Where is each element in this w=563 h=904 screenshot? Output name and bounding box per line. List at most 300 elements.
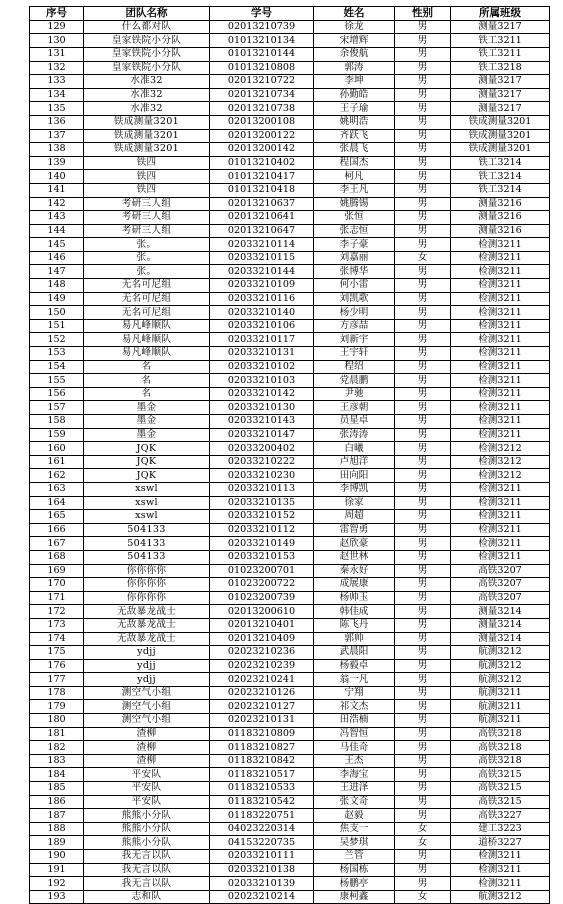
team-name-cell: 504133	[84, 523, 210, 537]
table-row	[30, 88, 550, 102]
class-name-cell: 检测3211	[451, 333, 550, 347]
table-row	[30, 632, 550, 646]
class-name-cell: 检测3211	[451, 279, 550, 293]
student-id-cell: 01013210144	[210, 47, 314, 61]
team-name-cell: 什么都对队	[84, 20, 210, 34]
row-number-cell: 151	[30, 319, 84, 333]
gender-cell: 男	[395, 632, 451, 646]
student-id-cell: 02033200402	[210, 442, 314, 456]
table-row	[30, 523, 550, 537]
student-id-cell: 02033210140	[210, 306, 314, 320]
student-id-cell: 02013210647	[210, 224, 314, 238]
team-name-cell: 水准32	[84, 75, 210, 89]
row-number-cell: 149	[30, 292, 84, 306]
row-number-cell: 129	[30, 20, 84, 34]
row-number-cell: 167	[30, 537, 84, 551]
class-name-cell: 铁成测量3201	[451, 143, 550, 157]
row-number-cell: 141	[30, 183, 84, 197]
team-name-cell: JQK	[84, 442, 210, 456]
team-name-cell: 熊熊小分队	[84, 822, 210, 836]
class-name-cell: 检测3211	[451, 415, 550, 429]
student-name-cell: 姚明浩	[314, 115, 395, 129]
student-id-cell: 02033210113	[210, 482, 314, 496]
class-name-cell: 检测3211	[451, 265, 550, 279]
team-name-cell: 墨金	[84, 415, 210, 429]
row-number-cell: 143	[30, 211, 84, 225]
table-row	[30, 20, 550, 34]
student-id-cell: 02033210152	[210, 510, 314, 524]
gender-cell: 男	[395, 88, 451, 102]
row-number-cell: 162	[30, 469, 84, 483]
gender-cell: 男	[395, 863, 451, 877]
row-number-cell: 173	[30, 618, 84, 632]
row-number-cell: 139	[30, 156, 84, 170]
table-row	[30, 115, 550, 129]
gender-cell: 男	[395, 550, 451, 564]
gender-cell: 男	[395, 183, 451, 197]
row-number-cell: 170	[30, 578, 84, 592]
student-name-cell: 李子豪	[314, 238, 395, 252]
row-number-cell: 158	[30, 415, 84, 429]
row-number-cell: 179	[30, 700, 84, 714]
team-name-cell: 铁成测量3201	[84, 115, 210, 129]
student-id-cell: 02033210143	[210, 415, 314, 429]
row-number-cell: 186	[30, 795, 84, 809]
table-row	[30, 265, 550, 279]
student-id-cell: 02033210131	[210, 347, 314, 361]
header-student-id: 学号	[210, 7, 314, 21]
student-id-cell: 02033210139	[210, 877, 314, 891]
class-name-cell: 检测3212	[451, 469, 550, 483]
student-id-cell: 02033210230	[210, 469, 314, 483]
table-row	[30, 673, 550, 687]
gender-cell: 男	[395, 292, 451, 306]
gender-cell: 男	[395, 700, 451, 714]
student-id-cell: 04153220735	[210, 836, 314, 850]
class-name-cell: 检测3211	[451, 550, 550, 564]
team-name-cell: 测空气小组	[84, 686, 210, 700]
gender-cell: 男	[395, 333, 451, 347]
row-number-cell: 134	[30, 88, 84, 102]
table-row	[30, 605, 550, 619]
team-name-cell: 无敌暴龙战士	[84, 632, 210, 646]
gender-cell: 男	[395, 455, 451, 469]
gender-cell: 男	[395, 537, 451, 551]
class-name-cell: 航测3211	[451, 700, 550, 714]
class-name-cell: 检测3211	[451, 877, 550, 891]
row-number-cell: 165	[30, 510, 84, 524]
student-name-cell: 白曦	[314, 442, 395, 456]
student-name-cell: 尹驰	[314, 387, 395, 401]
table-row	[30, 496, 550, 510]
class-name-cell: 检测3211	[451, 306, 550, 320]
team-name-cell: ydjj	[84, 659, 210, 673]
table-row	[30, 374, 550, 388]
student-id-cell: 02033210144	[210, 265, 314, 279]
team-name-cell: 我无言以队	[84, 863, 210, 877]
gender-cell: 男	[395, 75, 451, 89]
gender-cell: 男	[395, 115, 451, 129]
row-number-cell: 190	[30, 850, 84, 864]
student-name-cell: 兰管	[314, 850, 395, 864]
table-row	[30, 591, 550, 605]
table-row	[30, 75, 550, 89]
team-name-cell: xswl	[84, 496, 210, 510]
gender-cell: 男	[395, 877, 451, 891]
table-row	[30, 809, 550, 823]
row-number-cell: 182	[30, 741, 84, 755]
gender-cell: 男	[395, 47, 451, 61]
student-name-cell: 张恒	[314, 211, 395, 225]
class-name-cell: 测量3216	[451, 224, 550, 238]
student-name-cell: 马佳奇	[314, 741, 395, 755]
student-name-cell: 吴梦琪	[314, 836, 395, 850]
table-row	[30, 251, 550, 265]
gender-cell: 男	[395, 401, 451, 415]
team-name-cell: 皇家铁院小分队	[84, 47, 210, 61]
table-row	[30, 795, 550, 809]
student-id-cell: 01183210517	[210, 768, 314, 782]
student-name-cell: 张涛涛	[314, 428, 395, 442]
row-number-cell: 172	[30, 605, 84, 619]
class-name-cell: 高铁3215	[451, 768, 550, 782]
class-name-cell: 道桥3227	[451, 836, 550, 850]
student-id-cell: 02033210138	[210, 863, 314, 877]
class-name-cell: 检测3211	[451, 319, 550, 333]
header-name: 姓名	[314, 7, 395, 21]
student-name-cell: 卢旭洋	[314, 455, 395, 469]
table-row	[30, 156, 550, 170]
gender-cell: 男	[395, 34, 451, 48]
student-id-cell: 02033210106	[210, 319, 314, 333]
student-id-cell: 02033210130	[210, 401, 314, 415]
student-name-cell: 李王凡	[314, 183, 395, 197]
row-number-cell: 161	[30, 455, 84, 469]
student-id-cell: 02023210241	[210, 673, 314, 687]
student-id-cell: 02023210127	[210, 700, 314, 714]
student-name-cell: 赵世林	[314, 550, 395, 564]
student-name-cell: 宁翔	[314, 686, 395, 700]
class-name-cell: 高铁3207	[451, 578, 550, 592]
student-name-cell: 张博华	[314, 265, 395, 279]
gender-cell: 男	[395, 20, 451, 34]
row-number-cell: 189	[30, 836, 84, 850]
row-number-cell: 132	[30, 61, 84, 75]
class-name-cell: 检测3211	[451, 863, 550, 877]
team-name-cell: 张。	[84, 238, 210, 252]
team-name-cell: 504133	[84, 537, 210, 551]
row-number-cell: 138	[30, 143, 84, 157]
student-name-cell: 姚腾锡	[314, 197, 395, 211]
team-name-cell: 易凡峰顺队	[84, 347, 210, 361]
class-name-cell: 测量3214	[451, 632, 550, 646]
table-row	[30, 442, 550, 456]
roster-sheet	[29, 6, 549, 904]
table-row	[30, 401, 550, 415]
student-name-cell: 杨鹏亭	[314, 877, 395, 891]
gender-cell: 男	[395, 238, 451, 252]
gender-cell: 男	[395, 591, 451, 605]
team-name-cell: 考研三人组	[84, 224, 210, 238]
team-name-cell: JQK	[84, 455, 210, 469]
gender-cell: 男	[395, 197, 451, 211]
row-number-cell: 145	[30, 238, 84, 252]
student-name-cell: 徐家	[314, 496, 395, 510]
student-name-cell: 赵毅	[314, 809, 395, 823]
table-row	[30, 550, 550, 564]
team-name-cell: 铁成测量3201	[84, 143, 210, 157]
class-name-cell: 检测3211	[451, 496, 550, 510]
student-name-cell: 员星卓	[314, 415, 395, 429]
student-name-cell: 孙勤皓	[314, 88, 395, 102]
gender-cell: 男	[395, 129, 451, 143]
team-name-cell: 无名可尼组	[84, 292, 210, 306]
class-name-cell: 铁工3211	[451, 47, 550, 61]
student-name-cell: 陈飞丹	[314, 618, 395, 632]
class-name-cell: 铁工3211	[451, 34, 550, 48]
table-row	[30, 197, 550, 211]
team-name-cell: 铁成测量3201	[84, 129, 210, 143]
team-name-cell: ydjj	[84, 646, 210, 660]
table-row	[30, 469, 550, 483]
team-name-cell: 渣柳	[84, 754, 210, 768]
student-id-cell: 02033210111	[210, 850, 314, 864]
student-id-cell: 02033210103	[210, 374, 314, 388]
table-row	[30, 360, 550, 374]
gender-cell: 男	[395, 143, 451, 157]
class-name-cell: 检测3211	[451, 292, 550, 306]
team-name-cell: 我无言以队	[84, 850, 210, 864]
class-name-cell: 检测3211	[451, 523, 550, 537]
team-name-cell: 水准32	[84, 88, 210, 102]
row-number-cell: 160	[30, 442, 84, 456]
class-name-cell: 检测3212	[451, 455, 550, 469]
row-number-cell: 147	[30, 265, 84, 279]
team-name-cell: 测空气小组	[84, 700, 210, 714]
class-name-cell: 检测3211	[451, 510, 550, 524]
class-name-cell: 航测3212	[451, 646, 550, 660]
gender-cell: 男	[395, 564, 451, 578]
student-name-cell: 徐龙	[314, 20, 395, 34]
table-row	[30, 129, 550, 143]
team-name-cell: 铁四	[84, 156, 210, 170]
student-name-cell: 刘嘉丽	[314, 251, 395, 265]
team-name-cell: 你你你你	[84, 578, 210, 592]
row-number-cell: 163	[30, 482, 84, 496]
student-name-cell: 李坤	[314, 75, 395, 89]
class-name-cell: 航测3212	[451, 890, 550, 904]
team-name-cell: 张。	[84, 265, 210, 279]
class-name-cell: 高铁3218	[451, 741, 550, 755]
student-id-cell: 01183210842	[210, 754, 314, 768]
student-id-cell: 01013210418	[210, 183, 314, 197]
gender-cell: 男	[395, 578, 451, 592]
student-name-cell: 宋增辉	[314, 34, 395, 48]
team-name-cell: 平安队	[84, 795, 210, 809]
row-number-cell: 140	[30, 170, 84, 184]
student-name-cell: 刘新宇	[314, 333, 395, 347]
class-name-cell: 铁工3214	[451, 170, 550, 184]
class-name-cell: 航测3211	[451, 686, 550, 700]
student-name-cell: 秦永好	[314, 564, 395, 578]
table-row	[30, 319, 550, 333]
class-name-cell: 航测3212	[451, 659, 550, 673]
roster-body	[30, 20, 550, 904]
row-number-cell: 183	[30, 754, 84, 768]
header-gender: 性别	[395, 7, 451, 21]
student-id-cell: 02013210401	[210, 618, 314, 632]
gender-cell: 男	[395, 754, 451, 768]
table-row	[30, 618, 550, 632]
student-id-cell: 01013210402	[210, 156, 314, 170]
table-row	[30, 564, 550, 578]
table-row	[30, 510, 550, 524]
student-name-cell: 祁文杰	[314, 700, 395, 714]
team-name-cell: 无名可尼组	[84, 279, 210, 293]
gender-cell: 女	[395, 251, 451, 265]
row-number-cell: 191	[30, 863, 84, 877]
student-id-cell: 01013210808	[210, 61, 314, 75]
row-number-cell: 164	[30, 496, 84, 510]
student-id-cell: 01023200739	[210, 591, 314, 605]
team-name-cell: 熊熊小分队	[84, 809, 210, 823]
gender-cell: 男	[395, 741, 451, 755]
gender-cell: 女	[395, 822, 451, 836]
row-number-cell: 130	[30, 34, 84, 48]
table-row	[30, 727, 550, 741]
class-name-cell: 测量3217	[451, 75, 550, 89]
student-name-cell: 成展康	[314, 578, 395, 592]
class-name-cell: 高铁3218	[451, 727, 550, 741]
row-number-cell: 131	[30, 47, 84, 61]
student-id-cell: 01013210134	[210, 34, 314, 48]
student-name-cell: 张晨飞	[314, 143, 395, 157]
student-id-cell: 02013200122	[210, 129, 314, 143]
student-id-cell: 01023200701	[210, 564, 314, 578]
student-id-cell: 02033210149	[210, 537, 314, 551]
team-name-cell: 易凡峰顺队	[84, 319, 210, 333]
gender-cell: 男	[395, 415, 451, 429]
class-name-cell: 检测3211	[451, 238, 550, 252]
row-number-cell: 159	[30, 428, 84, 442]
student-name-cell: 张志恒	[314, 224, 395, 238]
row-number-cell: 166	[30, 523, 84, 537]
row-number-cell: 192	[30, 877, 84, 891]
row-number-cell: 154	[30, 360, 84, 374]
team-name-cell: JQK	[84, 469, 210, 483]
student-id-cell: 02033210114	[210, 238, 314, 252]
row-number-cell: 175	[30, 646, 84, 660]
team-name-cell: 墨金	[84, 428, 210, 442]
team-name-cell: 你你你你	[84, 591, 210, 605]
student-id-cell: 02023210131	[210, 714, 314, 728]
gender-cell: 男	[395, 809, 451, 823]
row-number-cell: 180	[30, 714, 84, 728]
gender-cell: 男	[395, 224, 451, 238]
student-name-cell: 余俊航	[314, 47, 395, 61]
team-name-cell: 皇家铁院小分队	[84, 34, 210, 48]
team-name-cell: 考研三人组	[84, 211, 210, 225]
table-row	[30, 306, 550, 320]
class-name-cell: 测量3214	[451, 605, 550, 619]
team-name-cell: 渣柳	[84, 727, 210, 741]
table-row	[30, 686, 550, 700]
gender-cell: 男	[395, 714, 451, 728]
gender-cell: 男	[395, 482, 451, 496]
table-row	[30, 238, 550, 252]
student-id-cell: 02013210637	[210, 197, 314, 211]
table-row	[30, 482, 550, 496]
team-name-cell: 张。	[84, 251, 210, 265]
team-name-cell: 无名可尼组	[84, 306, 210, 320]
table-row	[30, 143, 550, 157]
gender-cell: 男	[395, 442, 451, 456]
team-name-cell: 504133	[84, 550, 210, 564]
student-name-cell: 齐跃飞	[314, 129, 395, 143]
student-id-cell: 02023210214	[210, 890, 314, 904]
gender-cell: 男	[395, 306, 451, 320]
student-id-cell: 02033210222	[210, 455, 314, 469]
student-id-cell: 02033210117	[210, 333, 314, 347]
student-id-cell: 01183210533	[210, 782, 314, 796]
team-name-cell: 渣柳	[84, 741, 210, 755]
table-row	[30, 224, 550, 238]
class-name-cell: 航测3211	[451, 714, 550, 728]
gender-cell: 男	[395, 686, 451, 700]
row-number-cell: 135	[30, 102, 84, 116]
gender-cell: 男	[395, 265, 451, 279]
class-name-cell: 航测3212	[451, 673, 550, 687]
team-name-cell: 墨金	[84, 401, 210, 415]
row-number-cell: 142	[30, 197, 84, 211]
team-name-cell: 名	[84, 360, 210, 374]
class-name-cell: 检测3211	[451, 360, 550, 374]
gender-cell: 男	[395, 496, 451, 510]
team-name-cell: 志和队	[84, 890, 210, 904]
team-name-cell: 无敌暴龙战士	[84, 618, 210, 632]
class-name-cell: 测量3217	[451, 88, 550, 102]
student-id-cell: 02013200108	[210, 115, 314, 129]
student-id-cell: 02023210126	[210, 686, 314, 700]
class-name-cell: 铁成测量3201	[451, 129, 550, 143]
table-row	[30, 768, 550, 782]
student-id-cell: 04023220314	[210, 822, 314, 836]
table-row	[30, 415, 550, 429]
table-row	[30, 387, 550, 401]
class-name-cell: 检测3211	[451, 537, 550, 551]
row-number-cell: 171	[30, 591, 84, 605]
class-name-cell: 铁工3214	[451, 183, 550, 197]
student-name-cell: 何小雷	[314, 279, 395, 293]
table-row	[30, 890, 550, 904]
row-number-cell: 187	[30, 809, 84, 823]
student-name-cell: 王彦朝	[314, 401, 395, 415]
student-id-cell: 02033210142	[210, 387, 314, 401]
row-number-cell: 156	[30, 387, 84, 401]
gender-cell: 男	[395, 510, 451, 524]
team-roster-table	[29, 6, 550, 904]
class-name-cell: 测量3216	[451, 197, 550, 211]
gender-cell: 男	[395, 659, 451, 673]
team-name-cell: 水准32	[84, 102, 210, 116]
student-name-cell: 杨帅玉	[314, 591, 395, 605]
student-name-cell: 李博凯	[314, 482, 395, 496]
student-name-cell: 方彦喆	[314, 319, 395, 333]
table-row	[30, 347, 550, 361]
student-name-cell: 郭涛	[314, 61, 395, 75]
gender-cell: 男	[395, 347, 451, 361]
student-name-cell: 王宇轩	[314, 347, 395, 361]
